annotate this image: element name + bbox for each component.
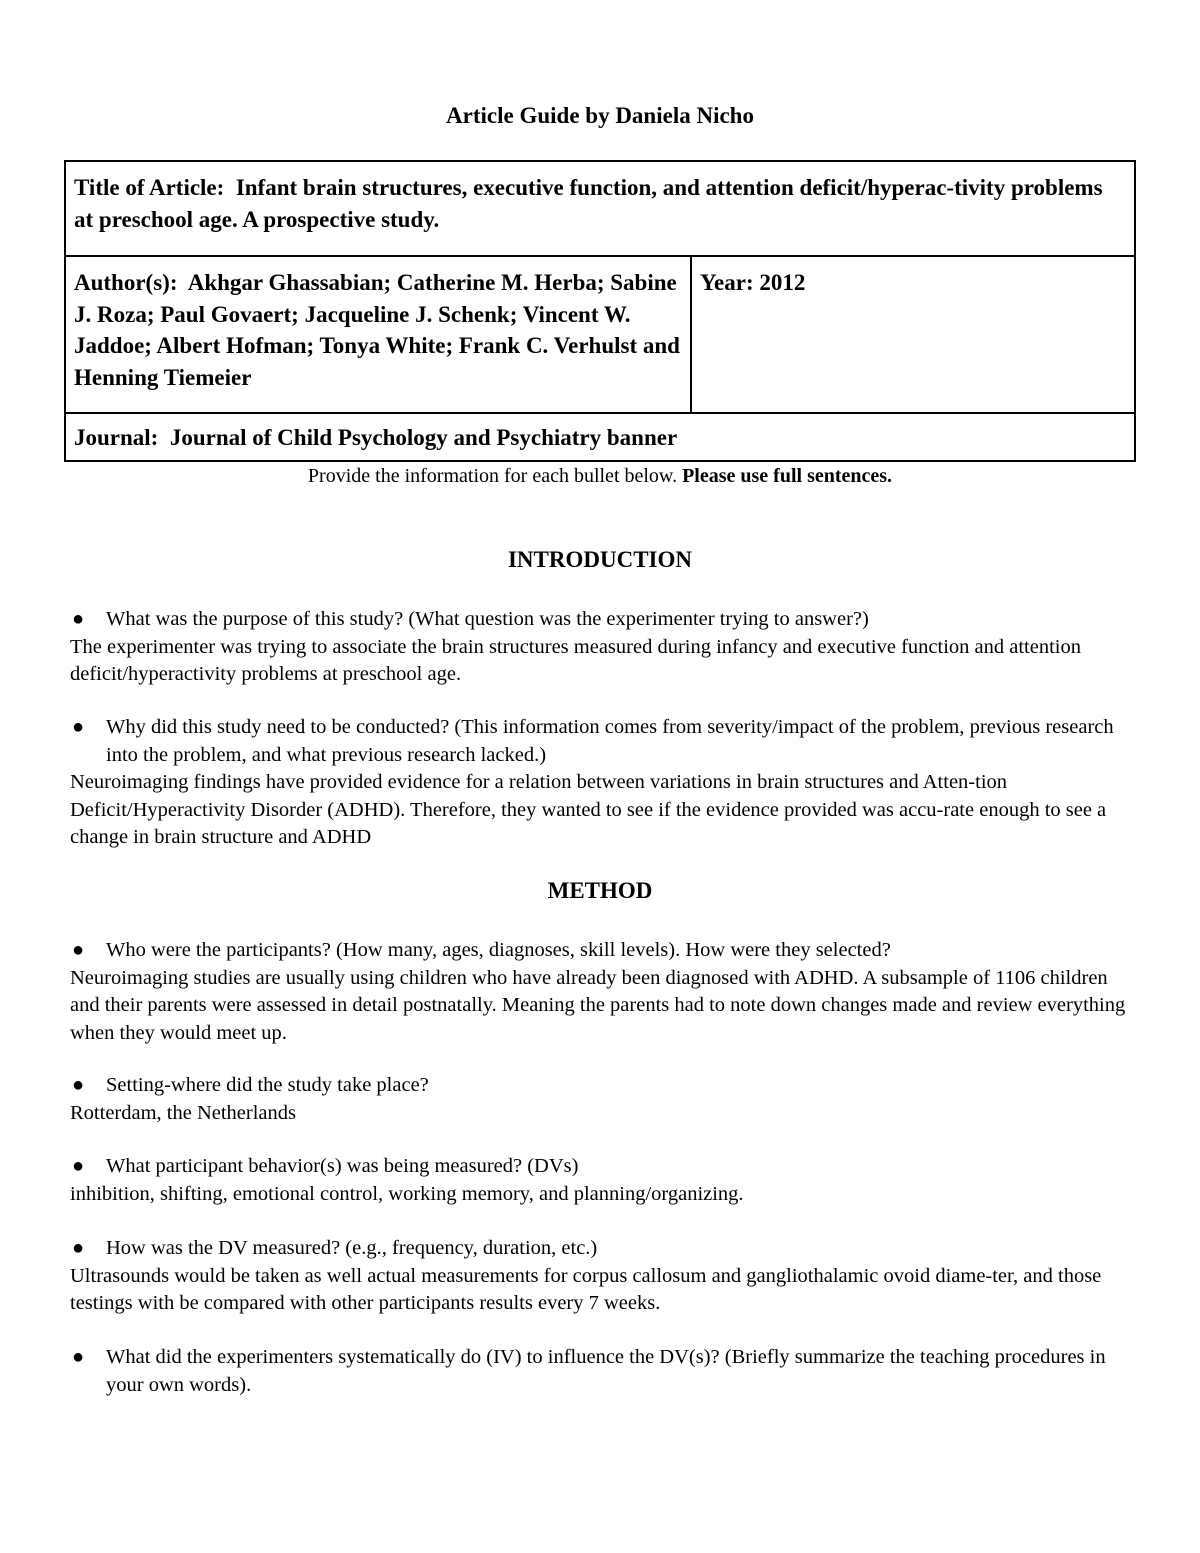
method-heading: METHOD	[547, 878, 653, 903]
question-text: ● What was the purpose of this study? (What question was the experimenter trying to answer?)	[70, 606, 1140, 634]
intro-need-item	[70, 714, 1140, 852]
answer-text: inhibition, shifting, emotional control, working memory, and planning/organizing.	[70, 1182, 744, 1205]
instructions-emphasis: Please use full sentences.	[682, 465, 893, 487]
answer-text: Neuroimaging findings have provided evidence for a relation between variations in brain structures and Atten-tion Deficit/Hyperactivity Disorder (ADHD). Therefore, they wanted to see if the evidence provided was accu-rate enough to see a change in brain structure and ADHD	[70, 771, 1107, 848]
year-value: 2012	[759, 270, 806, 295]
question-text: ● Why did this study need to be conducted? (This information comes from severity/impact of the problem, previous research into the problem, and what previous research lacked.)	[72, 716, 1114, 766]
bullet-icon: ●	[72, 1155, 85, 1177]
method-behavior-item	[70, 1153, 1140, 1208]
question-text: ● What participant behavior(s) was being measured? (DVs)	[70, 1153, 1140, 1181]
answer-text: Ultrasounds would be taken as well actual measurements for corpus callosum and gangliothalamic ovoid diame-ter, and those testings with be compared with other participants results every 7 weeks.	[70, 1264, 1102, 1314]
instructions-line	[0, 462, 1200, 490]
question-text: ● How was the DV measured? (e.g., frequency, duration, etc.)	[70, 1235, 1140, 1263]
authors-cell	[65, 256, 691, 413]
document-title: Article Guide by Daniela Nicho	[446, 103, 754, 128]
instructions-text: Provide the information for each bullet below.	[307, 465, 678, 487]
introduction-heading: INTRODUCTION	[507, 547, 693, 572]
bullet-icon: ●	[72, 1237, 85, 1259]
answer-text: The experimenter was trying to associate the brain structures measured during infancy and executive function and attention deficit/hyperactivity problems at preschool age.	[70, 635, 1081, 685]
answer-text: Rotterdam, the Netherlands	[70, 1101, 297, 1124]
intro-purpose-item	[70, 606, 1140, 689]
journal-value: Journal of Child Psychology and Psychiatry banner	[169, 425, 678, 450]
method-setting-item	[70, 1072, 1140, 1127]
bullet-icon: ●	[72, 1074, 85, 1096]
article-title-cell	[65, 161, 1135, 256]
question-text: ● What did the experimenters systematically do (IV) to influence the DV(s)? (Briefly summarize the teaching procedures in your own words).	[72, 1346, 1106, 1396]
bullet-icon: ●	[72, 716, 85, 738]
method-iv-item	[70, 1344, 1140, 1399]
journal-row	[65, 413, 1135, 461]
year-cell	[691, 256, 1135, 413]
journal-label: Journal:	[74, 425, 159, 450]
question-text: ● Who were the participants? (How many, ages, diagnoses, skill levels). How were they selected?	[70, 937, 1140, 965]
article-title-row	[65, 161, 1135, 256]
authors-value: Akhgar Ghassabian; Catherine M. Herba; Sabine J. Roza; Paul Govaert; Jacqueline J. Schenk; Vincent W. Jaddoe; Albert Hofman; Tonya White; Frank C. Verhulst and Henning Tiemeier	[74, 270, 680, 390]
method-dv-measure-item	[70, 1235, 1140, 1318]
article-title-value: Infant brain structures, executive function, and attention deficit/hyperac-tivity problems at preschool age. A prospective study.	[74, 175, 1103, 232]
authors-label: Author(s):	[74, 270, 178, 295]
year-label: Year:	[700, 270, 754, 295]
bullet-icon: ●	[72, 608, 85, 630]
method-participants-item	[70, 937, 1140, 1047]
bullet-icon: ●	[72, 1346, 85, 1368]
article-info-table	[64, 160, 1136, 462]
bullet-icon: ●	[72, 939, 85, 961]
answer-text: Neuroimaging studies are usually using children who have already been diagnosed with ADHD. A subsample of 1106 children and their parents were assessed in detail postnatally. Meaning the parents had to note down changes made and review everything when they would meet up.	[70, 966, 1126, 1044]
authors-year-row	[65, 256, 1135, 413]
question-text: ● Setting-where did the study take place?	[70, 1072, 1140, 1100]
journal-cell	[65, 413, 1135, 461]
article-title-label: Title of Article:	[74, 175, 225, 200]
